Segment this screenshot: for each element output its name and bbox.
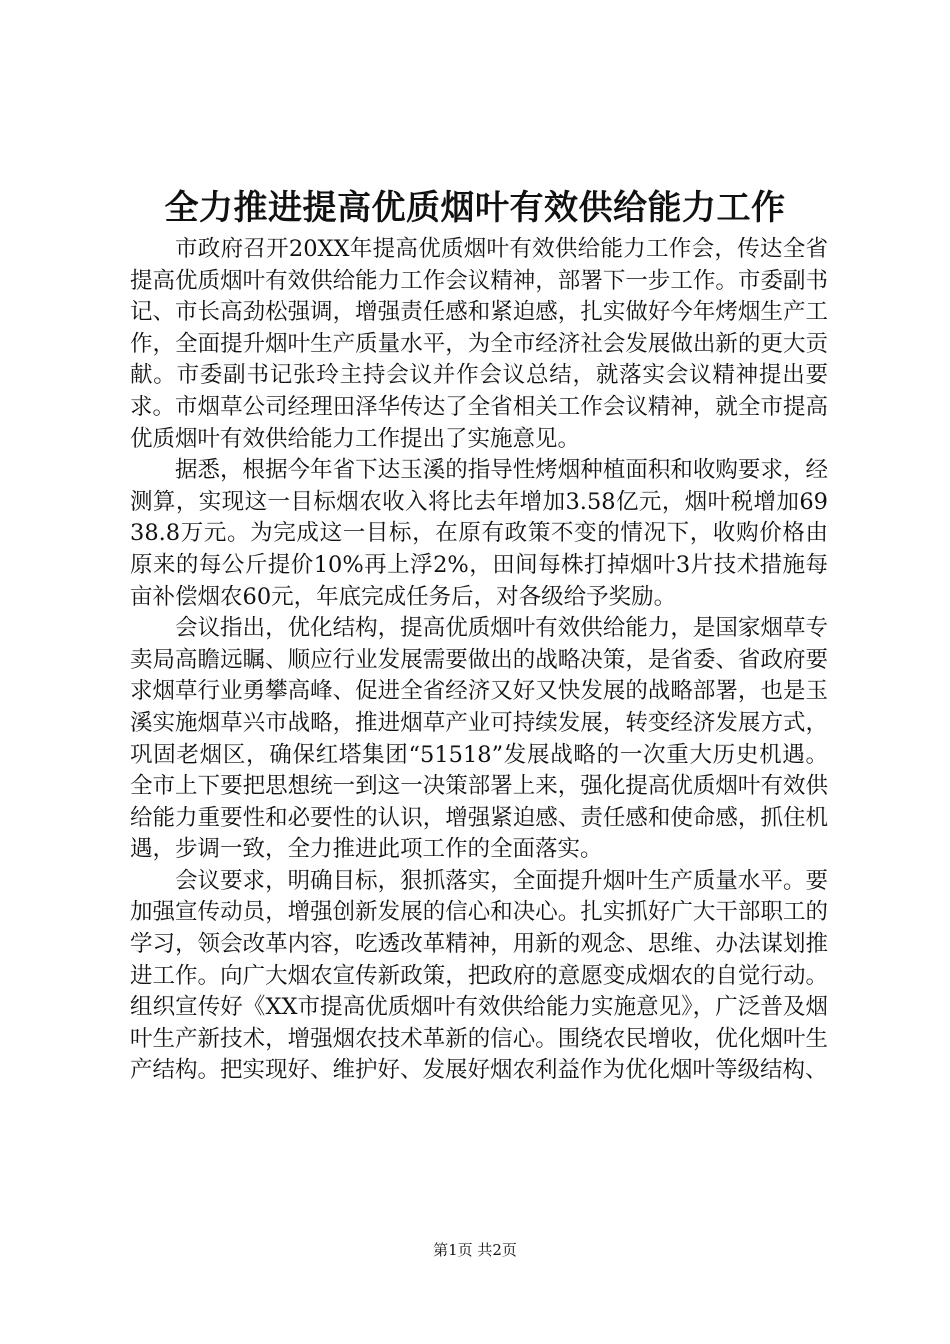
paragraph-2: 据悉，根据今年省下达玉溪的指导性烤烟种植面积和收购要求，经测算，实现这一目标烟农收入将比去年增加3.58亿元，烟叶税增加6938.8万元。为完成这一目标，在原有政策不变的情况下，收购价格由原来的每公斤提价10%再上浮2%，田间每株打掉烟叶3片技术措施每亩补偿烟农60元，年底完成任务后，对各级给予奖励。 xyxy=(130,457,828,610)
paragraph-1: 市政府召开20XX年提高优质烟叶有效供给能力工作会，传达全省提高优质烟叶有效供给能力工作会议精神，部署下一步工作。市委副书记、市长高劲松强调，增强责任感和紧迫感，扎实做好今年烤烟生产工作，全面提升烟叶生产质量水平，为全市经济社会发展做出新的更大贡献。市委副书记张玲主持会议并作会议总结，就落实会议精神提出要求。市烟草公司经理田泽华传达了全省相关工作会议精神，就全市提高优质烟叶有效供给能力工作提出了实施意见。 xyxy=(130,236,828,452)
paragraph-4: 会议要求，明确目标，狠抓落实，全面提升烟叶生产质量水平。要加强宣传动员，增强创新发展的信心和决心。扎实抓好广大干部职工的学习，领会改革内容，吃透改革精神，用新的观念、思维、办法谋划推进工作。向广大烟农宣传新政策，把政府的意愿变成烟农的自觉行动。组织宣传好《XX市提高优质烟叶有效供给能力实施意见》，广泛普及烟叶生产新技术，增强烟农技术革新的信心。围绕农民增收，优化烟叶生产结构。把实现好、维护好、发展好烟农利益作为优化烟叶等级结构、 xyxy=(130,867,828,1084)
paragraph-3: 会议指出，优化结构，提高优质烟叶有效供给能力，是国家烟草专卖局高瞻远瞩、顺应行业发展需要做出的战略决策，是省委、省政府要求烟草行业勇攀高峰、促进全省经济又好又快发展的战略部署，也是玉溪实施烟草兴市战略，推进烟草产业可持续发展，转变经济发展方式，巩固老烟区，确保红塔集团“51518”发展战略的一次重大历史机遇。全市上下要把思想统一到这一决策部署上来，强化提高优质烟叶有效供给能力重要性和必要性的认识，增强紧迫感、责任感和使命感，抓住机遇，步调一致，全力推进此项工作的全面落实。 xyxy=(130,615,828,863)
page-number-footer: 第1页 共2页 xyxy=(433,1241,517,1259)
document-body xyxy=(130,234,828,1087)
document-title: 全力推进提高优质烟叶有效供给能力工作 xyxy=(164,188,786,228)
